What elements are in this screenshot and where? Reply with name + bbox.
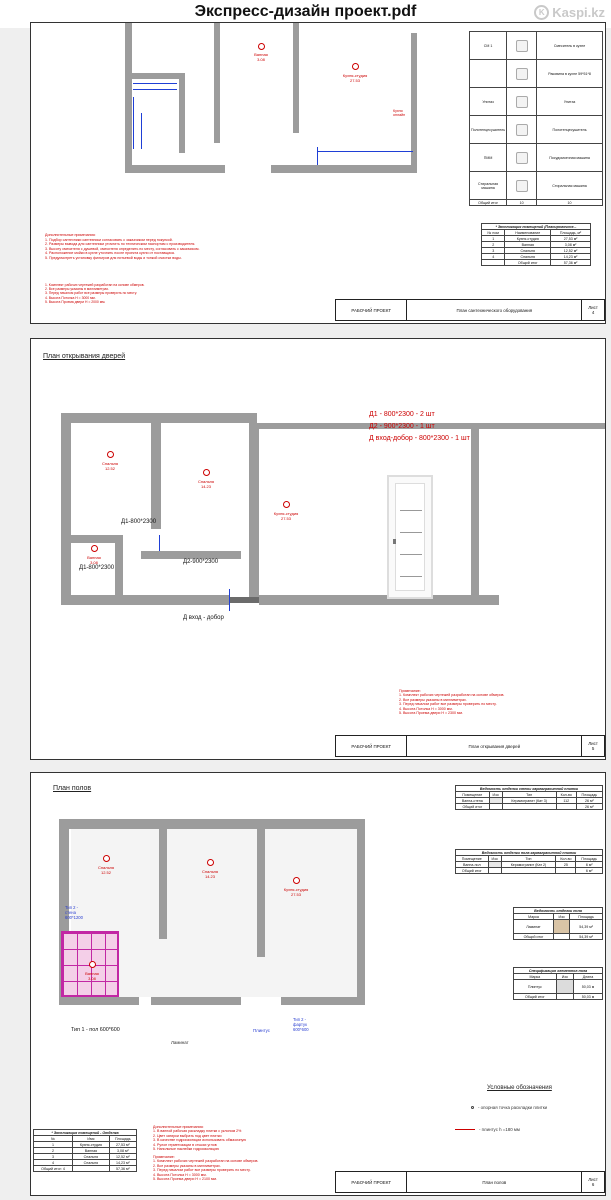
equipment-row [470,32,603,60]
table-cell: Полотенцесушитель [537,116,603,144]
table-cell: Кухня-студия [73,1142,110,1148]
table-cell: 57,36 м² [551,260,591,266]
legend-item: - плинтус h =180 мм [455,1127,520,1132]
table-cell: Ванная [505,242,551,248]
stamp-sheet-no: Лист 5 [588,741,598,751]
table-row: Ванна-пол Керамогранит (Кат 2) 25 6 м² [456,862,603,868]
room-label: Спальня 14.23 [201,869,219,879]
table-cell: Унитаз [470,88,507,116]
door-spec-line: Д вход-добор - 800*2300 - 1 шт [369,435,470,442]
table-cell: 1 [482,236,505,242]
equipment-image [507,88,537,116]
plinth-line-icon [455,1129,475,1131]
equipment-row [470,116,603,144]
notes-title: Дополнительные примечания: [45,233,96,237]
wall [159,829,167,939]
wall [151,997,241,1005]
table-cell: 27,53 м² [551,236,591,242]
table-cell: 57,36 м² [109,1166,136,1172]
wall [125,73,185,79]
room-marker [352,63,359,70]
wall [257,829,265,957]
room-marker [258,43,265,50]
table-cell: 12,52 м² [551,248,591,254]
wall [61,413,257,423]
title-block [335,299,605,321]
table-total-row: Общий итог 50,03 м [514,994,603,1000]
title-block [335,1171,605,1193]
wall [125,23,132,173]
equipment-table [469,31,603,206]
door-image [387,475,433,599]
door-label: Д2-900*2300 [183,559,219,565]
plinth-table: Спецификация элементов пола Марка Изо Длина Плинтус 50,03 м Общий итог 50,03 м [513,967,603,1000]
wall [357,829,365,1005]
table-cell: Общий итог [505,260,551,266]
wall [115,535,123,595]
room-label: Ванная 3.08 [85,971,99,981]
notes: Примечание: 1. Комплект рабочих чертежей разработан на основе обмеров. 2. Все размеры указаны в миллиметрах. 3. Перед началом работ все размеры проверить по месту. 4. Высота Потолка Н = 3000 мм. 5. Высота Проема двери Н = 2300 мм. [399,689,505,716]
equipment-image [507,144,537,172]
wall [141,551,241,559]
room-label: Ванная 3.08 [254,52,268,62]
wall [411,33,417,173]
stamp-project: РАБОЧИЙ ПРОЕКТ [336,300,407,320]
equipment-row [470,144,603,172]
table-total-row [34,1166,137,1172]
table-total-row: Общий итог 6 м² [456,868,603,874]
kitchen-online-label: Кухня онлайн [393,109,406,118]
legend-item: - опорная точка раскладки плитки [471,1105,547,1110]
equipment-row [470,88,603,116]
room-label: Кухня-студия 27.53 [283,887,309,897]
table-cell: Стиральная машина [537,172,603,200]
table-cell: Стиральная машина [470,172,507,200]
table-cell [73,1166,110,1172]
table-cell: 3,08 м² [551,242,591,248]
wall [61,413,71,603]
table-total-row: Общий итог 26 м² [456,804,603,810]
table-cell: Общий итог [470,200,507,206]
wall [293,23,299,133]
wall [151,423,161,529]
door-handle-icon [393,539,396,544]
equipment-row [470,60,603,88]
stamp-sheet-no: Лист 6 [588,1177,598,1187]
water-line [317,147,318,165]
plan-heading: План полов [53,785,92,792]
wall [61,595,229,605]
water-line [141,113,142,149]
document-title: Экспресс-дизайн проект.pdf [194,3,417,20]
wall [214,23,220,143]
legend-title: Условные обозначения [487,1085,552,1091]
tile-wall-label: Тип 2 - стена 600*1200 [65,905,83,920]
laminate-label: Ламинат [171,1040,189,1045]
equipment-image [507,60,537,88]
water-line [133,89,177,90]
table-cell: Раковина в кухне 59*51*8 [537,60,603,88]
room-marker [103,855,110,862]
wall [249,423,259,603]
equipment-image [507,116,537,144]
notes-black: Примечание: 1. Комплект рабочих чертежей разработан на основе обмеров. 2. Все размеры указаны в миллиметрах. 3. Перед началом работ все размеры проверить по месту. 4. Высота Потолка Н = 3000 мм. 5. Высота Проема двери Н = 2100 мм. [153,1155,259,1182]
table-cell: Спальня [73,1160,110,1166]
floor-type-label: Тип 1 - пол 600*600 [71,1027,120,1033]
table-cell: 14,23 м² [551,254,591,260]
room-marker [107,451,114,458]
explication-table [481,223,591,266]
wall [471,429,479,605]
room-marker [283,501,290,508]
wall-tiles-table: Ведомость отделки стены кармагранитной плитки Помещение Изо Тип Кол-во Площадь Ванна-стена Керамогранит (Кат 3) 112 26 м² Общий итог 26 м² [455,785,603,810]
table-cell: Ванная [73,1148,110,1154]
floor-tiles-table: Ведомость отделки пола кармагранитной плитки Помещение Изо Тип Кол-во Площадь Ванна-пол Керамогранит (Кат 2) 25 6 м² Общий итог 6 м² [455,849,603,874]
plan-heading: План открывания дверей [43,353,126,360]
wall [125,165,225,173]
table-cell: 14,23 м² [109,1160,136,1166]
table-cell: Полотенцесушитель [470,116,507,144]
explication-table: * Экспликация помещений - Отделка № Имя Площадь 1 Кухня-студия 27,53 м² 2 Ванная 3,08 м² 3 Спальня 12,52 м² 4 Спальня 14,23 м² Общий итог: 4 57,36 м² [33,1129,137,1172]
table-cell: 3 [482,248,505,254]
stamp-sheet-title: План сантехнического оборудования [407,300,582,320]
wall [179,73,185,153]
room-label: Спальня 12.52 [101,461,119,471]
room-marker [91,545,98,552]
door-swing-line [159,535,160,551]
door-label: Д вход - добор [183,615,224,621]
table-cell: СМ 1 [470,32,507,60]
table-cell: 1 [34,1142,73,1148]
table-cell: Спальня [505,248,551,254]
table-cell: 2 [482,242,505,248]
water-line [133,83,177,84]
wall [59,819,365,829]
col-header: № пом [482,230,505,236]
table-cell: 4 [482,254,505,260]
stamp-project: РАБОЧИЙ ПРОЕКТ [336,736,407,756]
water-line [133,97,134,149]
door-spec [369,409,470,445]
table-cell: 4 [34,1160,73,1166]
table-row: Ванна-стена Керамогранит (Кат 3) 112 26 м² [456,798,603,804]
table-cell: 2 [34,1148,73,1154]
laminate-table: Ведомость отделки пола Марка Изо Площадь Ламинат 54,39 м² Общий итог 54,39 м² [513,907,603,940]
table-row: Плинтус 50,03 м [514,980,603,994]
wall [59,997,139,1005]
room-marker [89,961,96,968]
room-marker [207,859,214,866]
equipment-image [507,172,537,200]
table-row: Ламинат 54,39 м² [514,920,603,934]
table-cell: 10 [537,200,603,206]
room-label: Ванная 3.08 [87,555,101,565]
equipment-row [470,172,603,200]
table-total-row [482,260,591,266]
equipment-total-row [470,200,603,206]
col-header: Наименование [505,230,551,236]
stamp-sheet-no: Лист 4 [588,305,598,315]
table-cell: Смеситель в кухне [537,32,603,60]
table-cell: Общий итог: 4 [34,1166,73,1172]
door-label: Д1-800*2300 [79,565,115,571]
reference-point-icon [471,1106,474,1109]
apron-label: Тип 2 - фартук 600*600 [293,1017,309,1032]
table-cell: 27,53 м² [109,1142,136,1148]
table-cell [482,260,505,266]
page-1-sheet[interactable] [30,22,606,324]
stamp-sheet-title: План полов [407,1172,582,1192]
wall [281,997,365,1005]
door-label: Д1-800*2300 [121,519,157,525]
table-cell: 12,52 м² [109,1154,136,1160]
stamp-project: РАБОЧИЙ ПРОЕКТ [336,1172,407,1192]
room-marker [293,877,300,884]
equipment-image [507,32,537,60]
table-total-row: Общий итог 54,39 м² [514,934,603,940]
table-cell: Кухня-студия [505,236,551,242]
wall [61,535,121,543]
table-cell: 3,08 м² [109,1148,136,1154]
page-2-sheet[interactable] [30,338,606,760]
table-cell [470,60,507,88]
table-cell: Унитаз [537,88,603,116]
table-cell: Спальня [73,1154,110,1160]
door-spec-line: Д2 - 900*2300 - 1 шт [369,423,435,430]
door-spec-line: Д1 - 800*2300 - 2 шт [369,411,435,418]
room-label: Кухня-студия 27.53 [273,511,299,521]
title-block [335,735,605,757]
explication-caption: * Экспликация помещений (Планировочное... [482,224,591,230]
table-cell: Посудомоечная машина [537,144,603,172]
table-cell: ПММ [470,144,507,172]
room-label: Спальня 12.52 [97,865,115,875]
table-cell: Спальня [505,254,551,260]
room-marker [203,469,210,476]
wall [259,595,499,605]
kaspi-watermark [534,5,605,20]
door-swing-line [229,589,230,611]
kaspi-logo-icon: K [534,5,549,20]
table-cell: 10 [507,200,537,206]
table-cell: 3 [34,1154,73,1160]
col-header: Площадь, м² [551,230,591,236]
wall [229,597,259,603]
water-line [317,151,413,152]
page-3-sheet[interactable] [30,772,606,1196]
notes-red: Дополнительные примечания: 1. В ванной рабочая раскладку плитки с уклоном 2% 2. Цвет затирки выбрать под цвет плитки 3. В качестве гидроизоляции использовать обмазочную 4. Рулон герметизации в стыках углов 5. Напольные наклейки гидроизоляцию [153,1125,247,1152]
plinth-label: Плинтус [253,1028,270,1033]
stamp-sheet-title: План открывания дверей [407,736,582,756]
wall [299,165,417,173]
room-label: Спальня 14.23 [197,479,215,489]
notes-black: 1. Комплект рабочих чертежей разработан на основе обмеров. 2. Все размеры указаны в миллиметрах. 3. Перед началом работ все размеры проверить по месту. 4. Высота Потолка Н = 3000 мм. 5. Высота Проема двери Н = 2000 мм. [45,283,145,304]
watermark-text: Kaspi.kz [552,5,605,20]
notes-red: 1. Подбор сантехники сантехники согласовать с заказчиком перед покупкой. 2. Размеры вывода для сантехники уточнить по техническим паспортам с производителя. 3. Высоту смесителя с душевой, смесителя определить по месту, согласовать с заказчиком. 4. Расположение мойки в кухне уточнить после проекта кухни от поставщика. 5. Предусмотреть установку фильтров для питьевой воды и тонкой очистки воды. [45,238,200,260]
room-label: Кухня-студия 27.53 [342,73,368,83]
